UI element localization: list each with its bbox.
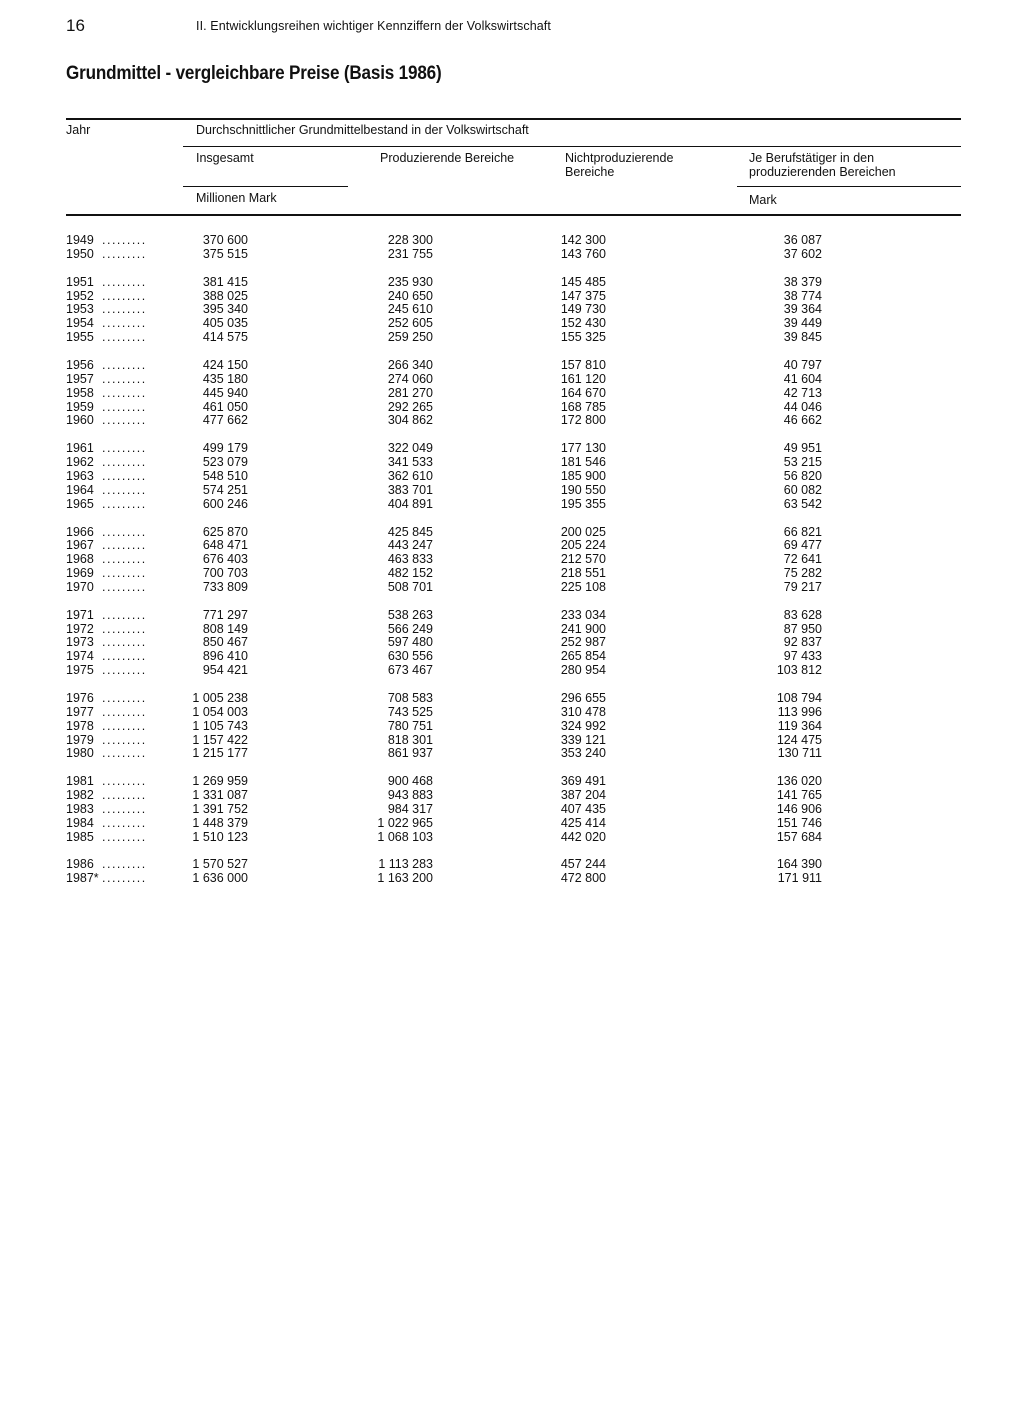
leader-dots: ......... [102,316,147,331]
produzierende-cell: 231 755 [387,246,433,261]
produzierende-cell: 235 930 [387,274,433,289]
leader-dots: ......... [102,552,147,567]
year-cell: 1985 [66,829,94,844]
table-row [0,469,1024,483]
table-row [0,302,1024,316]
produzierende-cell: 443 247 [387,538,433,553]
table-row [0,400,1024,414]
year-cell: 1953 [66,302,94,317]
je-berufstaetiger-cell: 79 217 [783,579,822,594]
insgesamt-cell: 850 467 [202,635,248,650]
leader-dots: ......... [102,815,147,830]
header-insgesamt: Insgesamt [196,151,254,165]
leader-dots: ......... [102,524,147,539]
produzierende-cell: 597 480 [387,635,433,650]
produzierende-cell: 252 605 [387,316,433,331]
leader-dots: ......... [102,704,147,719]
table-row [0,483,1024,497]
insgesamt-cell: 1 331 087 [192,788,248,802]
produzierende-cell: 566 249 [387,621,433,636]
insgesamt-cell: 445 940 [202,385,248,400]
produzierende-cell: 259 250 [387,330,433,345]
leader-dots: ......... [102,538,147,553]
insgesamt-cell: 1 510 123 [192,829,248,844]
year-cell: 1951 [66,274,94,289]
nichtproduzierende-cell: 353 240 [560,746,606,761]
leader-dots: ......... [102,468,147,483]
year-cell: 1949 [66,233,94,247]
year-cell: 1971 [66,607,94,622]
table-row [0,635,1024,649]
leader-dots: ......... [102,302,147,317]
je-berufstaetiger-cell: 42 713 [783,385,822,400]
leader-dots: ......... [102,357,147,372]
insgesamt-cell: 548 510 [202,468,248,483]
produzierende-cell: 673 467 [387,663,433,678]
leader-dots: ......... [102,441,147,456]
table-row [0,275,1024,289]
produzierende-cell: 943 883 [387,788,433,802]
table-row [0,774,1024,788]
leader-dots: ......... [102,496,147,511]
leader-dots: ......... [102,233,147,247]
nichtproduzierende-cell: 185 900 [560,468,606,483]
je-berufstaetiger-cell: 119 364 [777,718,822,733]
leader-dots: ......... [102,871,147,886]
header-nichtproduzierende-line2: Bereiche [565,165,615,179]
year-cell: 1962 [66,455,94,469]
leader-dots: ......... [102,413,147,428]
nichtproduzierende-cell: 164 670 [560,385,606,400]
je-berufstaetiger-cell: 44 046 [783,399,822,414]
insgesamt-cell: 523 079 [202,455,248,469]
produzierende-cell: 383 701 [387,482,433,497]
year-cell: 1950 [66,246,94,261]
produzierende-cell: 274 060 [387,371,433,386]
table-row [0,413,1024,427]
table-row [0,871,1024,885]
je-berufstaetiger-cell: 39 845 [783,330,822,345]
insgesamt-cell: 477 662 [202,413,248,428]
table-row [0,788,1024,802]
nichtproduzierende-cell: 233 034 [560,607,606,622]
year-cell: 1966 [66,524,94,539]
nichtproduzierende-cell: 369 491 [560,774,606,789]
je-berufstaetiger-cell: 56 820 [783,468,822,483]
insgesamt-cell: 381 415 [202,274,248,289]
table-row [0,538,1024,552]
leader-dots: ......... [102,579,147,594]
table-row [0,566,1024,580]
produzierende-cell: 304 862 [387,413,433,428]
table-row [0,580,1024,594]
year-cell: 1977 [66,704,94,719]
leader-dots: ......... [102,566,147,580]
table-row [0,247,1024,261]
leader-dots: ......... [102,691,147,705]
leader-dots: ......... [102,788,147,802]
je-berufstaetiger-cell: 63 542 [783,496,822,511]
nichtproduzierende-cell: 172 800 [560,413,606,428]
nichtproduzierende-cell: 149 730 [560,302,606,317]
nichtproduzierende-cell: 265 854 [560,649,606,664]
insgesamt-cell: 1 269 959 [192,774,248,789]
je-berufstaetiger-cell: 41 604 [783,371,822,386]
produzierende-cell: 482 152 [387,566,433,580]
produzierende-cell: 463 833 [387,552,433,567]
leader-dots: ......... [102,246,147,261]
year-cell: 1963 [66,468,94,483]
leader-dots: ......... [102,801,147,816]
insgesamt-cell: 435 180 [202,371,248,386]
insgesamt-cell: 375 515 [202,246,248,261]
je-berufstaetiger-cell: 171 911 [777,871,822,886]
table-row [0,233,1024,247]
year-cell: 1983 [66,801,94,816]
je-berufstaetiger-cell: 141 765 [776,788,822,802]
nichtproduzierende-cell: 218 551 [560,566,606,580]
year-cell: 1975 [66,663,94,678]
leader-dots: ......... [102,482,147,497]
nichtproduzierende-cell: 225 108 [560,579,606,594]
year-cell: 1979 [66,732,94,747]
je-berufstaetiger-cell: 75 282 [783,566,822,580]
year-cell: 1984 [66,815,94,830]
leader-dots: ......... [102,274,147,289]
insgesamt-cell: 1 105 743 [192,718,248,733]
nichtproduzierende-cell: 212 570 [560,552,606,567]
je-berufstaetiger-cell: 60 082 [783,482,822,497]
nichtproduzierende-cell: 152 430 [560,316,606,331]
insgesamt-cell: 1 215 177 [192,746,248,761]
nichtproduzierende-cell: 145 485 [560,274,606,289]
nichtproduzierende-cell: 205 224 [560,538,606,553]
table-row [0,497,1024,511]
nichtproduzierende-cell: 457 244 [560,857,606,872]
nichtproduzierende-cell: 442 020 [560,829,606,844]
nichtproduzierende-cell: 181 546 [560,455,606,469]
year-cell: 1980 [66,746,94,761]
je-berufstaetiger-cell: 66 821 [783,524,822,539]
year-cell: 1960 [66,413,94,428]
table-row [0,289,1024,303]
table-row [0,455,1024,469]
year-cell: 1978 [66,718,94,733]
je-berufstaetiger-cell: 69 477 [783,538,822,553]
running-head: II. Entwicklungsreihen wichtiger Kennziffern der Volkswirtschaft [196,19,551,33]
table-row [0,525,1024,539]
table-row [0,663,1024,677]
produzierende-cell: 630 556 [387,649,433,664]
header-unit-millionen-mark: Millionen Mark [196,191,277,205]
table-row [0,358,1024,372]
year-cell: 1956 [66,357,94,372]
table-row [0,608,1024,622]
je-berufstaetiger-cell: 130 711 [777,746,822,761]
insgesamt-cell: 461 050 [202,399,248,414]
nichtproduzierende-cell: 472 800 [560,871,606,886]
je-berufstaetiger-cell: 92 837 [783,635,822,650]
insgesamt-cell: 499 179 [202,441,248,456]
produzierende-cell: 984 317 [387,801,433,816]
insgesamt-cell: 405 035 [202,316,248,331]
year-cell: 1964 [66,482,94,497]
table-row [0,857,1024,871]
year-cell: 1967 [66,538,94,553]
table-row [0,330,1024,344]
year-cell: 1981 [66,774,94,789]
year-cell: 1970 [66,579,94,594]
year-cell: 1968 [66,552,94,567]
nichtproduzierende-cell: 161 120 [560,371,606,386]
insgesamt-cell: 1 570 527 [192,857,248,872]
table-row [0,316,1024,330]
page-title: Grundmittel - vergleichbare Preise (Basis 1986) [66,63,442,84]
nichtproduzierende-cell: 195 355 [560,496,606,511]
header-je-berufstaetiger-line1: Je Berufstätiger in den [749,151,875,165]
leader-dots: ......... [102,829,147,844]
insgesamt-cell: 954 421 [202,663,248,678]
nichtproduzierende-cell: 387 204 [560,788,606,802]
nichtproduzierende-cell: 155 325 [560,330,606,345]
je-berufstaetiger-cell: 151 746 [776,815,822,830]
produzierende-cell: 1 022 965 [377,815,433,830]
produzierende-cell: 861 937 [387,746,433,761]
je-berufstaetiger-cell: 103 812 [776,663,822,678]
insgesamt-cell: 1 636 000 [192,871,248,886]
je-berufstaetiger-cell: 38 774 [783,288,822,303]
produzierende-cell: 708 583 [387,691,433,705]
produzierende-cell: 1 068 103 [377,829,433,844]
je-berufstaetiger-cell: 124 475 [776,732,822,747]
je-berufstaetiger-cell: 39 364 [783,302,822,317]
table-row [0,691,1024,705]
je-berufstaetiger-cell: 38 379 [783,274,822,289]
table-row [0,719,1024,733]
table-row [0,372,1024,386]
header-year: Jahr [66,123,91,137]
nichtproduzierende-cell: 142 300 [560,233,606,247]
header-je-berufstaetiger-line2: produzierenden Bereichen [749,165,896,179]
produzierende-cell: 341 533 [387,455,433,469]
year-cell: 1961 [66,441,94,456]
leader-dots: ......... [102,607,147,622]
table-row [0,649,1024,663]
leader-dots: ......... [102,385,147,400]
year-cell: 1957 [66,371,94,386]
nichtproduzierende-cell: 252 987 [560,635,606,650]
year-cell: 1965 [66,496,94,511]
produzierende-cell: 1 113 283 [378,857,433,872]
year-cell: 1986 [66,857,94,872]
je-berufstaetiger-cell: 146 906 [776,801,822,816]
insgesamt-cell: 1 054 003 [192,704,248,719]
table-row [0,386,1024,400]
leader-dots: ......... [102,330,147,345]
leader-dots: ......... [102,718,147,733]
table-row [0,705,1024,719]
insgesamt-cell: 1 448 379 [192,815,248,830]
produzierende-cell: 425 845 [387,524,433,539]
insgesamt-cell: 1 391 752 [192,801,248,816]
year-cell: 1954 [66,316,94,331]
produzierende-cell: 900 468 [387,774,433,789]
nichtproduzierende-cell: 190 550 [560,482,606,497]
je-berufstaetiger-cell: 164 390 [776,857,822,872]
header-produzierende: Produzierende Bereiche [380,151,515,165]
produzierende-cell: 1 163 200 [377,871,433,886]
year-cell: 1972 [66,621,94,636]
year-cell: 1959 [66,399,94,414]
insgesamt-cell: 600 246 [202,496,248,511]
leader-dots: ......... [102,732,147,747]
je-berufstaetiger-cell: 157 684 [776,829,822,844]
produzierende-cell: 281 270 [387,385,433,400]
table-row [0,816,1024,830]
leader-dots: ......... [102,371,147,386]
leader-dots: ......... [102,399,147,414]
header-main: Durchschnittlicher Grundmittelbestand in der Volkswirtschaft [196,123,529,137]
produzierende-cell: 780 751 [387,718,433,733]
nichtproduzierende-cell: 143 760 [560,246,606,261]
insgesamt-cell: 896 410 [202,649,248,664]
nichtproduzierende-cell: 296 655 [560,691,606,705]
insgesamt-cell: 574 251 [202,482,248,497]
insgesamt-cell: 388 025 [202,288,248,303]
table-row [0,746,1024,760]
insgesamt-cell: 771 297 [202,607,248,622]
insgesamt-cell: 625 870 [202,524,248,539]
year-cell: 1982 [66,788,94,802]
leader-dots: ......... [102,663,147,678]
insgesamt-cell: 733 809 [202,579,248,594]
year-cell: 1952 [66,288,94,303]
insgesamt-cell: 370 600 [202,233,248,247]
insgesamt-cell: 648 471 [202,538,248,553]
je-berufstaetiger-cell: 36 087 [783,233,822,247]
year-cell: 1976 [66,691,94,705]
year-cell: 1958 [66,385,94,400]
table-row [0,552,1024,566]
produzierende-cell: 322 049 [387,441,433,456]
leader-dots: ......... [102,621,147,636]
produzierende-cell: 240 650 [387,288,433,303]
nichtproduzierende-cell: 200 025 [560,524,606,539]
produzierende-cell: 362 610 [387,468,433,483]
leader-dots: ......... [102,857,147,872]
year-cell: 1955 [66,330,94,345]
insgesamt-cell: 808 149 [202,621,248,636]
leader-dots: ......... [102,288,147,303]
je-berufstaetiger-cell: 46 662 [783,413,822,428]
je-berufstaetiger-cell: 87 950 [783,621,822,636]
je-berufstaetiger-cell: 40 797 [783,357,822,372]
nichtproduzierende-cell: 157 810 [560,357,606,372]
year-cell: 1987* [66,871,99,886]
year-cell: 1973 [66,635,94,650]
insgesamt-cell: 676 403 [202,552,248,567]
table-row [0,441,1024,455]
leader-dots: ......... [102,649,147,664]
leader-dots: ......... [102,746,147,761]
insgesamt-cell: 414 575 [202,330,248,345]
je-berufstaetiger-cell: 83 628 [783,607,822,622]
header-nichtproduzierende-line1: Nichtproduzierende [565,151,674,165]
je-berufstaetiger-cell: 97 433 [783,649,822,664]
nichtproduzierende-cell: 310 478 [560,704,606,719]
insgesamt-cell: 424 150 [202,357,248,372]
je-berufstaetiger-cell: 72 641 [783,552,822,567]
nichtproduzierende-cell: 339 121 [560,732,606,747]
nichtproduzierende-cell: 324 992 [560,718,606,733]
je-berufstaetiger-cell: 53 215 [783,455,822,469]
produzierende-cell: 743 525 [387,704,433,719]
je-berufstaetiger-cell: 136 020 [776,774,822,789]
leader-dots: ......... [102,774,147,789]
header-unit-mark: Mark [749,193,777,207]
leader-dots: ......... [102,455,147,469]
produzierende-cell: 266 340 [387,357,433,372]
year-cell: 1974 [66,649,94,664]
produzierende-cell: 292 265 [387,399,433,414]
nichtproduzierende-cell: 147 375 [560,288,606,303]
je-berufstaetiger-cell: 49 951 [783,441,822,456]
insgesamt-cell: 395 340 [202,302,248,317]
nichtproduzierende-cell: 280 954 [560,663,606,678]
leader-dots: ......... [102,635,147,650]
table-row [0,802,1024,816]
nichtproduzierende-cell: 425 414 [560,815,606,830]
produzierende-cell: 245 610 [387,302,433,317]
je-berufstaetiger-cell: 37 602 [783,246,822,261]
table-row [0,733,1024,747]
year-cell: 1969 [66,566,94,580]
page-number: 16 [66,16,85,35]
produzierende-cell: 538 263 [387,607,433,622]
je-berufstaetiger-cell: 113 996 [777,704,822,719]
produzierende-cell: 508 701 [387,579,433,594]
je-berufstaetiger-cell: 39 449 [783,316,822,331]
nichtproduzierende-cell: 168 785 [560,399,606,414]
nichtproduzierende-cell: 177 130 [560,441,606,456]
produzierende-cell: 818 301 [387,732,433,747]
insgesamt-cell: 1 005 238 [192,691,248,705]
insgesamt-cell: 1 157 422 [192,732,248,747]
nichtproduzierende-cell: 241 900 [560,621,606,636]
table-row [0,622,1024,636]
insgesamt-cell: 700 703 [202,566,248,580]
produzierende-cell: 228 300 [387,233,433,247]
nichtproduzierende-cell: 407 435 [560,801,606,816]
table-row [0,830,1024,844]
produzierende-cell: 404 891 [387,496,433,511]
je-berufstaetiger-cell: 108 794 [776,691,822,705]
